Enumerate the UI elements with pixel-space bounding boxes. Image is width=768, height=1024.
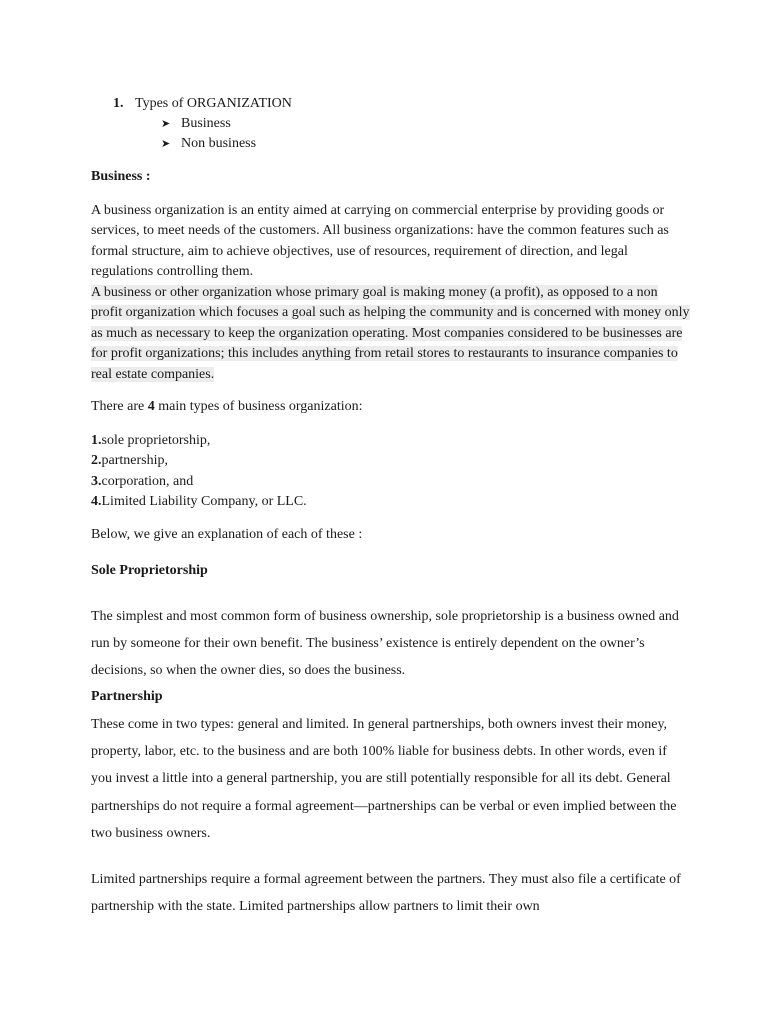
partnership-heading: Partnership — [91, 689, 163, 704]
list-text: partnership, — [101, 453, 168, 469]
types-count: 4 — [147, 399, 155, 414]
types-list — [91, 431, 307, 512]
bullet-item — [161, 114, 256, 134]
bullet-item — [161, 134, 256, 154]
list-item — [91, 492, 307, 512]
list-text: corporation, and — [101, 473, 194, 489]
list-item — [91, 472, 307, 492]
limited-partnership-paragraph: Limited partnerships require a formal agreement between the partners. They must also file a certificate of partnership with the state. Limited partnerships allow partners to limit their own — [91, 872, 681, 915]
bullet-label: Non business — [181, 136, 257, 151]
outline-bullets — [161, 114, 256, 154]
list-text: Limited Liability Company, or LLC. — [101, 493, 307, 509]
partnership-paragraph: These come in two types: general and limited. In general partnerships, both owners invest their money, property, labor, etc. to the business and are both 100% liable for business debts. In other words, even if you invest a little into a general partnership, you are still potentially responsible for all its debt. General partnerships do not require a formal agreement—partnerships can be verbal or even implied between the two business owners. — [91, 717, 677, 841]
bullet-label: Business — [181, 116, 231, 131]
types-intro-after: main types of business organization: — [154, 399, 363, 414]
sole-proprietorship-paragraph: The simplest and most common form of business ownership, sole proprietorship is a business owned and run by someone for their own benefit. The business’ existence is entirely dependent on the owner’s decisions, so when the owner dies, so does the business. — [91, 609, 679, 679]
arrow-bullet-icon: ➤ — [161, 118, 171, 130]
sole-proprietorship-heading: Sole Proprietorship — [91, 563, 208, 578]
list-number: 1. — [91, 433, 102, 448]
business-paragraph: A business organization is an entity aimed at carrying on commercial enterprise by providing goods or services, to meet needs of the customers. All business organizations: have the common features such as formal structure, aim to achieve objectives, use of resources, requirement of direction, and legal regulations controlling them. — [91, 203, 669, 280]
types-intro — [91, 399, 363, 415]
outline-heading — [113, 94, 292, 114]
outline-title: Types of ORGANIZATION — [135, 96, 292, 111]
profit-paragraph — [91, 283, 691, 385]
business-heading: Business : — [91, 169, 151, 184]
below-text: Below, we give an explanation of each of these : — [91, 527, 363, 542]
highlighted-text: A business or other organization whose primary goal is making money (a profit), as opposed to a non profit organization which focuses a goal such as helping the community and is concerned with money only as much as necessary to keep the organization operating. Most companies considered to be businesses are for profit organizations; this includes anything from retail stores to restaurants to insurance companies to real estate companies. — [91, 285, 690, 382]
list-item — [91, 451, 307, 471]
list-item — [91, 431, 307, 451]
list-text: sole proprietorship, — [101, 433, 211, 448]
list-number: 4. — [91, 493, 102, 509]
list-number: 3. — [91, 473, 102, 489]
arrow-bullet-icon: ➤ — [161, 138, 171, 150]
types-intro-before: There are — [91, 399, 148, 414]
list-number: 2. — [91, 453, 102, 469]
outline-number: 1. — [113, 96, 124, 111]
